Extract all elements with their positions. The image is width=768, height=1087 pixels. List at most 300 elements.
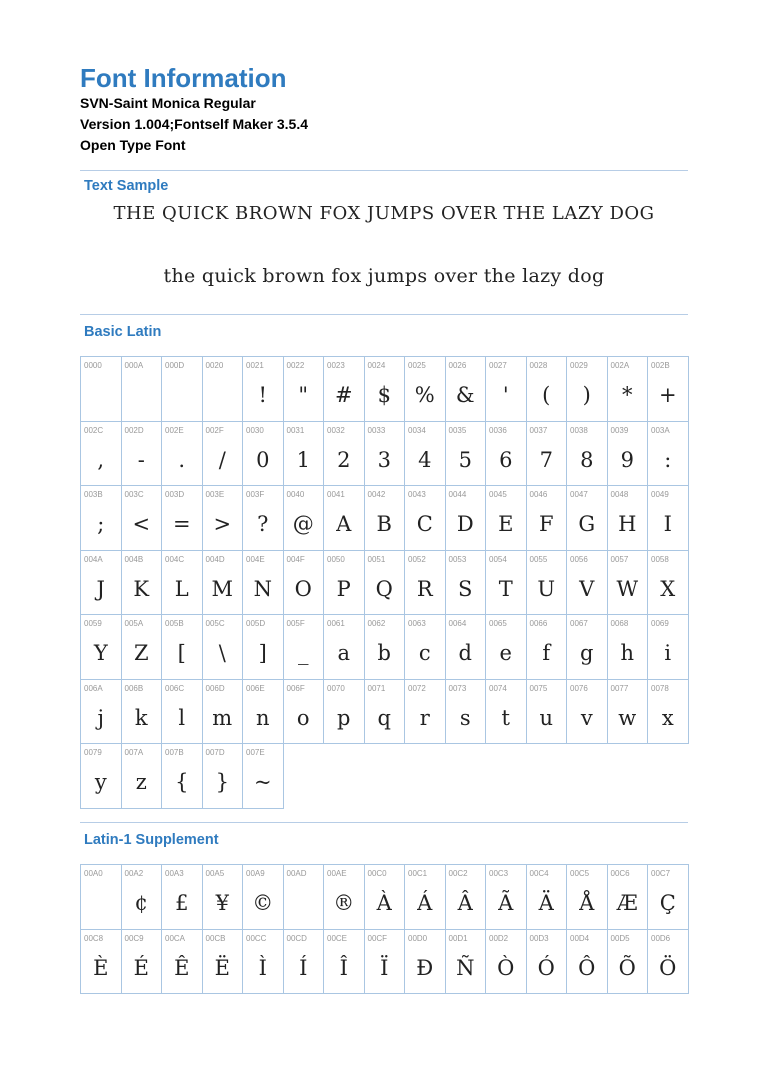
glyph-code: 0040 — [286, 490, 305, 499]
glyph-code: 0077 — [610, 683, 629, 693]
glyph-char: U — [537, 576, 556, 601]
glyph-cell — [365, 551, 406, 616]
glyph-cell — [446, 486, 487, 551]
glyph-char: £ — [175, 891, 189, 915]
glyph-cell — [405, 865, 446, 930]
glyph-code: 005F — [286, 619, 305, 628]
glyph-char: l — [178, 705, 186, 730]
glyph-code: 002C — [84, 425, 104, 435]
glyph-char: / — [218, 447, 226, 472]
glyph-code: 003E — [205, 490, 225, 499]
glyph-cell — [486, 551, 527, 616]
glyph-char: 1 — [296, 447, 310, 472]
glyph-char: _ — [298, 641, 309, 665]
glyph-code: 0079 — [84, 748, 102, 757]
glyph-cell — [81, 551, 122, 616]
glyph-char: Å — [579, 891, 595, 915]
glyph-char: ? — [257, 512, 269, 536]
glyph-code: 006E — [246, 683, 265, 693]
glyph-code: 0037 — [529, 425, 548, 435]
glyph-code: 00A9 — [246, 869, 265, 878]
glyph-code: 006F — [286, 683, 305, 693]
glyph-cell — [122, 357, 163, 422]
glyph-code: 0024 — [367, 361, 386, 370]
glyph-cell — [81, 357, 122, 422]
glyph-cell — [365, 930, 406, 995]
glyph-cell — [648, 486, 689, 551]
glyph-char: a — [337, 641, 351, 665]
glyph-char: 3 — [377, 447, 391, 472]
glyph-cell — [243, 357, 284, 422]
glyph-char: $ — [377, 383, 391, 407]
glyph-code: 0064 — [448, 619, 467, 628]
glyph-char: \ — [218, 641, 226, 665]
glyph-char: ( — [542, 383, 551, 407]
glyph-char: f — [542, 641, 551, 665]
glyph-cell — [324, 865, 365, 930]
glyph-cell — [122, 744, 163, 809]
glyph-code: 0058 — [651, 554, 669, 564]
glyph-code: 0055 — [529, 554, 548, 564]
glyph-char: G — [578, 512, 596, 536]
glyph-code: 000D — [165, 361, 185, 370]
glyph-char: 0 — [256, 447, 270, 472]
glyph-cell — [284, 486, 325, 551]
glyph-char: Z — [133, 641, 149, 665]
glyph-code: 007D — [205, 748, 225, 757]
glyph-cell — [446, 865, 487, 930]
glyph-cell — [365, 422, 406, 487]
glyph-char: = — [172, 512, 191, 536]
glyph-cell — [81, 615, 122, 680]
glyph-char: É — [133, 955, 149, 980]
glyph-cell — [122, 422, 163, 487]
glyph-cell — [81, 744, 122, 809]
glyph-code: 0027 — [489, 361, 507, 370]
glyph-char: q — [377, 705, 391, 730]
glyph-code: 006A — [84, 683, 103, 693]
glyph-char: 2 — [337, 447, 351, 472]
glyph-cell — [405, 615, 446, 680]
glyph-char: Í — [299, 955, 308, 980]
glyph-code: 00CC — [246, 933, 267, 943]
glyph-cell — [648, 930, 689, 995]
glyph-char: " — [298, 383, 309, 407]
glyph-cell — [405, 422, 446, 487]
glyph-char: 6 — [499, 447, 513, 472]
glyph-char: n — [255, 705, 270, 730]
glyph-char: M — [211, 576, 233, 601]
glyph-char: @ — [292, 512, 314, 536]
glyph-code: 0034 — [408, 425, 426, 435]
glyph-cell — [324, 486, 365, 551]
glyph-cell — [243, 422, 284, 487]
glyph-cell — [81, 930, 122, 995]
glyph-char: Ð — [416, 955, 434, 980]
glyph-char: & — [455, 383, 475, 407]
glyph-code: 004B — [124, 554, 144, 564]
glyph-code: 0022 — [286, 361, 305, 370]
glyph-cell — [122, 615, 163, 680]
glyph-code: 0076 — [570, 683, 588, 693]
glyph-char: % — [414, 383, 435, 407]
glyph-char: Á — [417, 891, 433, 915]
glyph-row — [81, 422, 689, 487]
glyph-code: 00C1 — [408, 869, 428, 878]
glyph-cell — [162, 865, 203, 930]
glyph-cell — [608, 680, 649, 745]
glyph-char: N — [253, 576, 272, 601]
glyph-char: } — [215, 770, 229, 794]
glyph-char: T — [498, 576, 513, 601]
glyph-char: , — [97, 447, 105, 472]
glyph-cell — [122, 930, 163, 995]
glyph-char: c — [418, 641, 431, 665]
glyph-code: 0074 — [489, 683, 507, 693]
glyph-cell — [486, 865, 527, 930]
glyph-cell — [243, 865, 284, 930]
glyph-char: A — [336, 512, 352, 536]
glyph-code: 007B — [165, 748, 184, 757]
glyph-cell — [122, 551, 163, 616]
glyph-char: L — [174, 576, 189, 601]
glyph-char: À — [376, 891, 392, 915]
glyph-row — [81, 357, 689, 422]
glyph-char: Î — [339, 955, 348, 980]
glyph-char: + — [658, 383, 677, 407]
glyph-cell — [486, 615, 527, 680]
glyph-code: 0067 — [570, 619, 588, 628]
glyph-cell — [365, 357, 406, 422]
glyph-char: Ö — [659, 955, 677, 980]
glyph-cell — [162, 486, 203, 551]
glyph-char: r — [419, 705, 430, 730]
glyph-code: 000A — [124, 361, 144, 370]
glyph-cell — [203, 615, 244, 680]
glyph-char: 7 — [539, 447, 553, 472]
glyph-cell — [608, 615, 649, 680]
latin1-glyph-grid — [80, 864, 689, 994]
glyph-code: 0068 — [610, 619, 629, 628]
font-version: Version 1.004;Fontself Maker 3.5.4 — [80, 116, 308, 132]
glyph-code: 00D6 — [651, 933, 671, 943]
glyph-code: 0044 — [448, 490, 467, 499]
glyph-char: w — [618, 705, 637, 730]
glyph-cell — [567, 357, 608, 422]
glyph-cell — [284, 551, 325, 616]
glyph-cell — [567, 615, 608, 680]
glyph-code: 0036 — [489, 425, 507, 435]
glyph-cell — [324, 551, 365, 616]
glyph-code: 00C8 — [84, 933, 104, 943]
glyph-cell — [324, 930, 365, 995]
glyph-code: 0030 — [246, 425, 264, 435]
glyph-code: 0078 — [651, 683, 669, 693]
glyph-code: 0023 — [327, 361, 345, 370]
glyph-cell — [81, 865, 122, 930]
glyph-cell — [324, 422, 365, 487]
glyph-code: 0041 — [327, 490, 345, 499]
glyph-cell — [162, 680, 203, 745]
glyph-cell — [648, 551, 689, 616]
text-sample-uppercase: THE QUICK BROWN FOX JUMPS OVER THE LAZY DOG — [113, 203, 655, 224]
glyph-char: ; — [97, 512, 105, 536]
glyph-cell — [527, 486, 568, 551]
glyph-code: 0072 — [408, 683, 426, 693]
glyph-char: 4 — [418, 447, 432, 472]
glyph-cell — [648, 865, 689, 930]
glyph-code: 0059 — [84, 619, 102, 628]
glyph-char: d — [458, 641, 472, 665]
latin1-heading: Latin-1 Supplement — [84, 832, 219, 848]
glyph-char: g — [580, 641, 594, 665]
glyph-code: 00A3 — [165, 869, 184, 878]
glyph-code: 0042 — [367, 490, 386, 499]
glyph-code: 0050 — [327, 554, 345, 564]
glyph-char: Y — [93, 641, 108, 665]
glyph-char: Ó — [537, 955, 555, 980]
glyph-char: p — [337, 705, 351, 730]
glyph-char: R — [416, 576, 433, 601]
glyph-cell — [203, 422, 244, 487]
glyph-char: D — [456, 512, 474, 536]
glyph-cell — [608, 422, 649, 487]
glyph-char: I — [663, 512, 672, 536]
glyph-cell — [405, 680, 446, 745]
glyph-cell — [203, 680, 244, 745]
glyph-char: O — [294, 576, 312, 601]
glyph-code: 006C — [165, 683, 185, 693]
glyph-char: m — [212, 705, 233, 730]
glyph-cell — [324, 615, 365, 680]
glyph-char: È — [93, 955, 109, 980]
glyph-code: 003A — [651, 425, 670, 435]
glyph-cell — [608, 930, 649, 995]
glyph-code: 004A — [84, 554, 103, 564]
glyph-code: 0021 — [246, 361, 264, 370]
glyph-cell — [567, 930, 608, 995]
glyph-cell — [446, 357, 487, 422]
glyph-char: y — [94, 770, 107, 794]
glyph-code: 00C5 — [570, 869, 590, 878]
glyph-char: k — [134, 705, 148, 730]
glyph-code: 0046 — [529, 490, 548, 499]
glyph-code: 00C9 — [124, 933, 144, 943]
glyph-code: 007A — [124, 748, 144, 757]
glyph-cell — [567, 680, 608, 745]
glyph-char: B — [376, 512, 392, 536]
glyph-cell — [203, 865, 244, 930]
glyph-char: K — [133, 576, 150, 601]
glyph-char: 8 — [580, 447, 594, 472]
glyph-code: 005C — [205, 619, 225, 628]
glyph-cell — [81, 422, 122, 487]
basic-latin-glyph-grid — [80, 356, 689, 809]
glyph-cell — [162, 744, 203, 809]
glyph-cell — [284, 615, 325, 680]
glyph-cell — [243, 930, 284, 995]
glyph-cell — [648, 680, 689, 745]
glyph-cell — [162, 551, 203, 616]
glyph-code: 003F — [246, 490, 265, 499]
glyph-cell — [284, 357, 325, 422]
glyph-cell — [608, 551, 649, 616]
glyph-cell — [608, 357, 649, 422]
glyph-code: 003D — [165, 490, 185, 499]
page-title: Font Information — [80, 63, 287, 93]
glyph-code: 0029 — [570, 361, 588, 370]
glyph-cell — [284, 930, 325, 995]
glyph-cell — [486, 930, 527, 995]
glyph-cell — [243, 486, 284, 551]
glyph-char: > — [213, 512, 232, 536]
glyph-code: 0035 — [448, 425, 467, 435]
glyph-code: 00D5 — [610, 933, 630, 943]
glyph-char: Ô — [578, 955, 596, 980]
glyph-code: 0065 — [489, 619, 507, 628]
glyph-code: 0043 — [408, 490, 426, 499]
glyph-cell — [365, 680, 406, 745]
glyph-code: 005D — [246, 619, 266, 628]
glyph-code: 0000 — [84, 361, 102, 370]
glyph-row — [81, 744, 689, 809]
glyph-cell — [324, 680, 365, 745]
glyph-cell — [162, 422, 203, 487]
glyph-char: ~ — [253, 770, 272, 794]
glyph-code: 00C3 — [489, 869, 509, 878]
glyph-code: 00CB — [205, 933, 226, 943]
glyph-code: 002B — [651, 361, 670, 370]
glyph-char: * — [622, 383, 633, 407]
glyph-code: 004E — [246, 554, 265, 564]
glyph-code: 0069 — [651, 619, 669, 628]
glyph-char: Õ — [618, 955, 636, 980]
glyph-cell — [486, 422, 527, 487]
glyph-cell — [567, 422, 608, 487]
glyph-char: # — [334, 383, 353, 407]
glyph-char: S — [458, 576, 473, 601]
text-sample-heading: Text Sample — [84, 178, 169, 194]
glyph-cell — [405, 551, 446, 616]
glyph-code: 00CA — [165, 933, 186, 943]
glyph-code: 00D1 — [448, 933, 468, 943]
glyph-cell — [243, 680, 284, 745]
glyph-char: j — [97, 705, 104, 730]
glyph-char: x — [661, 705, 674, 730]
glyph-code: 0073 — [448, 683, 467, 693]
glyph-code: 0048 — [610, 490, 629, 499]
glyph-char: e — [499, 641, 512, 665]
glyph-char: ' — [502, 383, 509, 407]
glyph-cell — [608, 865, 649, 930]
glyph-code: 0057 — [610, 554, 629, 564]
glyph-code: 0047 — [570, 490, 588, 499]
glyph-char: ) — [582, 383, 591, 407]
glyph-row — [81, 486, 689, 551]
glyph-cell — [203, 551, 244, 616]
glyph-char: : — [664, 447, 672, 472]
glyph-char: Ã — [498, 891, 514, 915]
glyph-code: 004D — [205, 554, 225, 564]
glyph-cell — [527, 615, 568, 680]
glyph-cell — [81, 486, 122, 551]
glyph-cell — [486, 680, 527, 745]
glyph-code: 0033 — [367, 425, 386, 435]
glyph-char: X — [660, 576, 676, 601]
glyph-char: C — [416, 512, 433, 536]
glyph-code: 0075 — [529, 683, 548, 693]
glyph-char: - — [137, 447, 145, 472]
glyph-char: Â — [457, 891, 473, 915]
glyph-char: i — [664, 641, 672, 665]
glyph-code: 0025 — [408, 361, 426, 370]
glyph-cell — [162, 930, 203, 995]
basic-latin-heading: Basic Latin — [84, 324, 162, 340]
glyph-char: F — [538, 512, 554, 536]
glyph-char: P — [336, 576, 351, 601]
glyph-cell — [446, 680, 487, 745]
glyph-code: 00C6 — [610, 869, 630, 878]
glyph-code: 0020 — [205, 361, 224, 370]
glyph-row — [81, 680, 689, 745]
glyph-cell — [527, 680, 568, 745]
glyph-code: 00CD — [286, 933, 307, 943]
glyph-char: W — [616, 576, 639, 601]
glyph-code: 004C — [165, 554, 185, 564]
glyph-cell — [527, 865, 568, 930]
glyph-char: z — [135, 770, 147, 794]
glyph-code: 002E — [165, 425, 184, 435]
glyph-row — [81, 930, 689, 995]
glyph-cell — [203, 744, 244, 809]
glyph-cell — [405, 930, 446, 995]
glyph-code: 0032 — [327, 425, 345, 435]
glyph-code: 0031 — [286, 425, 305, 435]
glyph-cell — [365, 486, 406, 551]
divider — [80, 170, 688, 171]
glyph-cell — [527, 930, 568, 995]
glyph-row — [81, 551, 689, 616]
glyph-char: Ë — [214, 955, 230, 980]
glyph-char: Ä — [538, 891, 554, 915]
glyph-code: 00D0 — [408, 933, 428, 943]
glyph-char: Ñ — [456, 955, 475, 980]
glyph-char: v — [580, 705, 593, 730]
glyph-code: 00D2 — [489, 933, 509, 943]
glyph-code: 00A0 — [84, 869, 103, 878]
glyph-cell — [527, 422, 568, 487]
glyph-code: 006D — [205, 683, 225, 693]
glyph-code: 0038 — [570, 425, 588, 435]
glyph-char: o — [296, 705, 310, 730]
glyph-code: 0051 — [367, 554, 386, 564]
glyph-cell — [446, 615, 487, 680]
glyph-code: 006B — [124, 683, 144, 693]
glyph-char: ¥ — [215, 891, 229, 915]
glyph-char: b — [377, 641, 391, 665]
glyph-char: J — [96, 576, 105, 601]
glyph-char: Ì — [258, 955, 267, 980]
glyph-cell — [324, 357, 365, 422]
glyph-code: 004F — [286, 554, 305, 564]
glyph-cell — [648, 422, 689, 487]
glyph-char: < — [132, 512, 151, 536]
glyph-char: u — [539, 705, 554, 730]
divider — [80, 822, 688, 823]
glyph-cell — [162, 357, 203, 422]
glyph-code: 00C0 — [367, 869, 387, 878]
glyph-code: 002F — [205, 425, 224, 435]
